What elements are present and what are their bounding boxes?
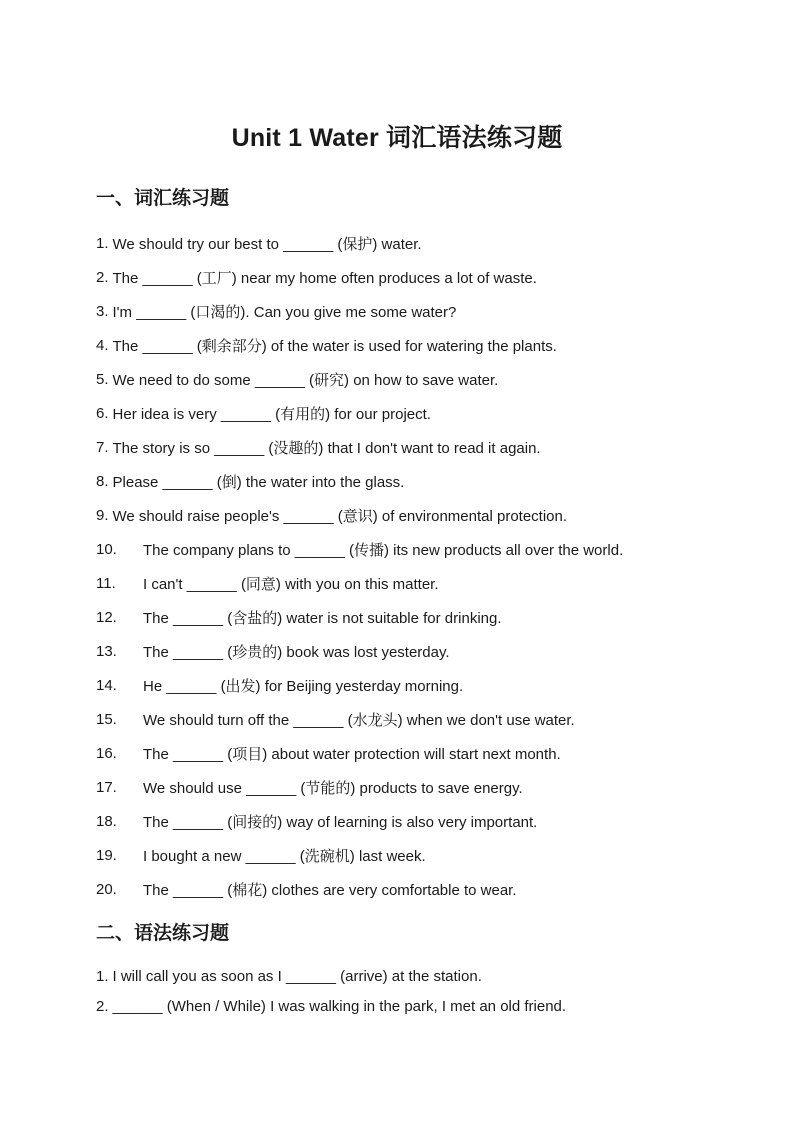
item-text: The ______ (剩余部分) of the water is used for watering the plants. [112,337,557,355]
exercise-item [96,260,716,294]
item-text: The ______ (棉花) clothes are very comfortable to wear. [143,881,517,899]
exercise-item [96,668,716,702]
item-number: 2. [96,997,109,1015]
exercise-item [96,362,716,396]
item-text: The ______ (工厂) near my home often produces a lot of waste. [112,269,537,287]
exercise-item [96,634,716,668]
item-text: We need to do some ______ (研究) on how to save water. [112,371,499,389]
item-text: I bought a new ______ (洗碗机) last week. [143,847,426,865]
item-text: The ______ (间接的) way of learning is also very important. [143,813,538,831]
item-text: We should try our best to ______ (保护) water. [112,235,422,253]
exercise-item [96,226,716,260]
item-text: Please ______ (倒) the water into the glass. [112,473,405,491]
item-number: 16. [96,744,117,762]
item-text: Her idea is very ______ (有用的) for our project. [112,405,431,423]
exercise-item [96,430,716,464]
item-text: The ______ (项目) about water protection will start next month. [143,745,561,763]
item-text: The story is so ______ (没趣的) that I don't want to read it again. [112,439,541,457]
item-number: 1. [96,967,109,985]
item-text: I can't ______ (同意) with you on this matter. [143,575,439,593]
item-number: 12. [96,608,117,626]
section-heading-grammar: 二、语法练习题 [96,923,230,944]
exercise-item [96,328,716,362]
item-text: ______ (When / While) I was walking in the park, I met an old friend. [112,997,567,1015]
exercise-item [96,872,716,906]
exercise-item [96,600,716,634]
item-number: 6. [96,404,109,422]
item-text: We should use ______ (节能的) products to save energy. [143,779,523,797]
item-number: 3. [96,302,109,320]
item-number: 7. [96,438,109,456]
grammar-exercise-list [96,961,716,1021]
item-number: 20. [96,880,117,898]
exercise-item [96,702,716,736]
exercise-item [96,961,716,991]
exercise-item [96,464,716,498]
item-text: The company plans to ______ (传播) its new products all over the world. [143,541,624,559]
exercise-item [96,838,716,872]
item-number: 5. [96,370,109,388]
item-text: I'm ______ (口渴的). Can you give me some water? [112,303,457,321]
item-number: 19. [96,846,117,864]
item-number: 18. [96,812,117,830]
item-text: He ______ (出发) for Beijing yesterday morning. [143,677,464,695]
item-number: 17. [96,778,117,796]
item-number: 14. [96,676,117,694]
exercise-item [96,294,716,328]
item-number: 1. [96,234,109,252]
exercise-item [96,498,716,532]
item-number: 11. [96,574,116,592]
item-text: The ______ (珍贵的) book was lost yesterday. [143,643,450,661]
item-text: We should raise people's ______ (意识) of environmental protection. [112,507,568,525]
exercise-item [96,566,716,600]
section-heading-vocabulary: 一、词汇练习题 [96,188,230,209]
item-number: 13. [96,642,117,660]
exercise-item [96,736,716,770]
item-text: We should turn off the ______ (水龙头) when we don't use water. [143,711,575,729]
exercise-item [96,804,716,838]
item-number: 10. [96,540,117,558]
item-number: 8. [96,472,109,490]
page-title: Unit 1 Water 词汇语法练习题 [231,124,563,152]
item-text: The ______ (含盐的) water is not suitable for drinking. [143,609,502,627]
item-number: 15. [96,710,117,728]
vocabulary-exercise-list [96,226,716,906]
item-number: 2. [96,268,109,286]
item-number: 9. [96,506,109,524]
exercise-item [96,532,716,566]
exercise-item [96,991,716,1021]
exercise-item [96,396,716,430]
item-number: 4. [96,336,109,354]
item-text: I will call you as soon as I ______ (arrive) at the station. [112,967,482,985]
exercise-item [96,770,716,804]
